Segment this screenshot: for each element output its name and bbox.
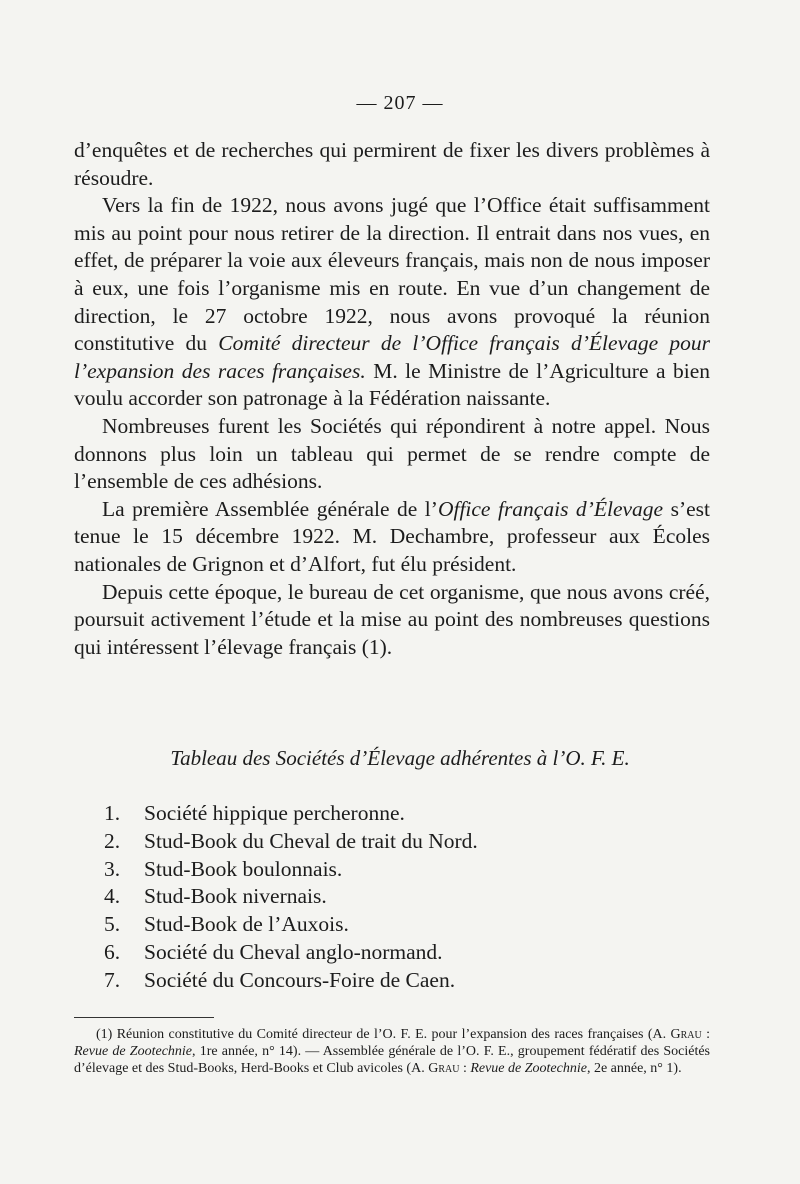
list-item-name: Stud-Book boulonnais. — [144, 856, 343, 881]
paragraph-2-italic: Comité directeur de l’Office français d’Élevage pour l’expansion des races françaises. — [74, 331, 711, 383]
paragraph-2-text-a: Vers la fin de 1922, nous avons jugé que l’Office était suffisamment mis au point pour nous retirer de la direction. Il entrait dans nos vues, en effet, de préparer la voie aux éleveurs français, mais non de nous imposer à eux, une fois l’organisme mis en route. En vue d’un changement de direction, le 27 octobre 1922, nous avons provoqué la réunion constitutive du — [74, 193, 710, 356]
list-item-name: Société du Cheval anglo-normand. — [144, 939, 443, 964]
list-item-name: Stud-Book de l’Auxois. — [144, 912, 349, 937]
list-item — [104, 856, 724, 884]
page-number: — 207 — — [356, 92, 444, 114]
list-item — [104, 967, 724, 995]
paragraph-1: d’enquêtes et de recherches qui permirent de fixer les divers problèmes à résoudre. — [74, 138, 710, 190]
footnote-author: A. Grau — [652, 1027, 702, 1042]
list-item-number: 7. — [104, 967, 121, 992]
footnote-part: : — [459, 1061, 471, 1076]
list-item — [104, 939, 724, 967]
list-item-number: 1. — [104, 801, 121, 825]
footnote-part: , 1re année, n° 14). — Assemblée générale de l’O. F. E., groupement fédératif des Sociétés d’élevage et des Stud-Books, Herd-Books et Club avicoles ( — [74, 1044, 710, 1076]
societies-list — [104, 800, 724, 995]
list-item-number: 6. — [104, 939, 121, 964]
footnote-divider — [74, 1017, 214, 1018]
paragraph-4 — [74, 496, 710, 579]
list-item — [104, 800, 724, 828]
list-item-name: Stud-Book du Cheval de trait du Nord. — [144, 828, 478, 853]
list-item-number: 3. — [104, 856, 121, 881]
paragraph-2 — [74, 192, 710, 413]
list-item-name: Stud-Book nivernais. — [144, 884, 327, 909]
list-item — [104, 883, 724, 911]
list-item — [104, 828, 724, 856]
paragraph-3: Nombreuses furent les Sociétés qui répondirent à notre appel. Nous donnons plus loin un tableau qui permet de se rendre compte de l’ensemble de ces adhésions. — [74, 413, 710, 494]
footnote-part: (1) Réunion constitutive du Comité directeur de l’O. F. E. pour l’expansion des races françaises ( — [96, 1027, 653, 1042]
list-item-number: 4. — [104, 884, 121, 909]
list-item-number: 2. — [104, 828, 121, 853]
paragraph-4-italic: Office français d’Élevage — [437, 496, 664, 521]
footnote — [74, 1026, 710, 1077]
footnote-journal: Revue de Zootechnie — [74, 1044, 193, 1059]
paragraph-4-text-b: s’est tenue le 15 décembre 1922. M. Dechambre, professeur aux Écoles nationales de Grignon et d’Alfort, fut élu président. — [74, 496, 710, 576]
footnote-journal: Revue de Zootechnie — [470, 1061, 587, 1076]
paragraph-4-text-a: La première Assemblée générale de l’ — [102, 496, 438, 521]
footnote-author: A. Grau — [411, 1061, 460, 1076]
footnote-text — [74, 1026, 710, 1077]
footnote-part: , 2e année, n° 1). — [586, 1061, 682, 1076]
list-item-name: Société du Concours-Foire de Caen. — [144, 967, 456, 992]
list-item — [104, 911, 724, 939]
body-text — [74, 137, 710, 661]
list-item-name: Société hippique percheronne. — [144, 801, 405, 825]
table-title: Tableau des Sociétés d’Élevage adhérentes à l’O. F. E. — [170, 746, 630, 770]
paragraph-5: Depuis cette époque, le bureau de cet organisme, que nous avons créé, poursuit activement l’étude et la mise au point des nombreuses questions qui intéressent l’élevage français (1). — [74, 579, 710, 659]
list-item-number: 5. — [104, 912, 121, 937]
paragraph-2-text-b: M. le Ministre de l’Agriculture a bien voulu accorder son patronage à la Fédération naissante. — [74, 358, 711, 411]
footnote-part: : — [701, 1027, 711, 1042]
